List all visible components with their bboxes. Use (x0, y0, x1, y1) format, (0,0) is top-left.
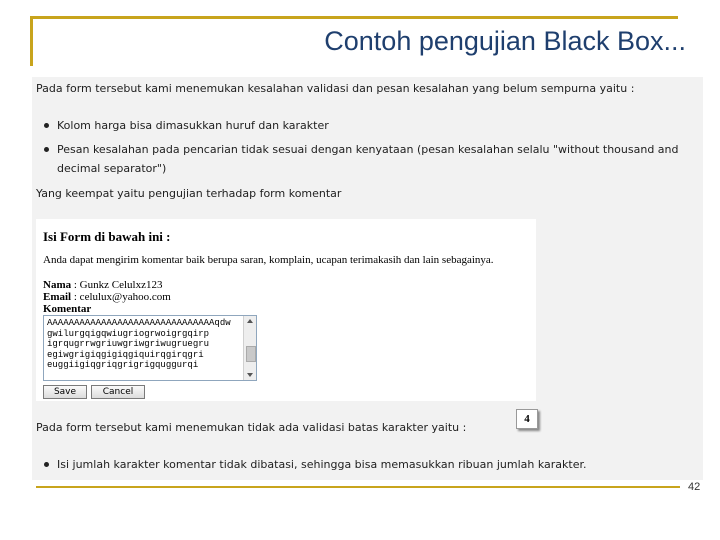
komentar-row (43, 303, 91, 315)
bullet-item: Kolom harga bisa dimasukkan huruf dan karakter (57, 119, 329, 132)
bullet-item: Isi jumlah karakter komentar tidak dibatasi, sehingga bisa memasukkan ribuan jumlah karakter. (57, 458, 587, 471)
step-badge: 4 (516, 409, 538, 429)
nama-row (43, 279, 162, 291)
email-label: Email (43, 291, 72, 303)
page-number: 42 (688, 481, 701, 493)
result-text: Pada form tersebut kami menemukan tidak ada validasi batas karakter yaitu : (36, 421, 467, 434)
scroll-thumb[interactable] (246, 346, 256, 362)
intro-text: Pada form tersebut kami menemukan kesalahan validasi dan pesan kesalahan yang belum sempurna yaitu : (36, 82, 635, 95)
comment-form (36, 219, 536, 401)
textarea-scrollbar[interactable] (243, 316, 256, 380)
scroll-up-icon[interactable] (247, 319, 253, 323)
embedded-screenshot (32, 77, 703, 480)
textarea-line: gwilurgqigqwiugriogrwoigrgqirp (47, 328, 210, 339)
left-border (30, 16, 33, 66)
bullet-marker (44, 123, 49, 128)
textarea-line: euggiigiqgriqgrigrigquggurqi (47, 360, 199, 370)
email-row (43, 291, 171, 303)
save-button[interactable]: Save (43, 385, 87, 399)
top-border (30, 16, 678, 19)
textarea-line: igrqugrrwgriuwgriwgriwugruegru (47, 339, 210, 349)
textarea-line: AAAAAAAAAAAAAAAAAAAAAAAAAAAAAAAqdw (47, 318, 231, 328)
slide-title: Contoh pengujian Black Box... (324, 26, 686, 56)
bullet-marker (44, 147, 49, 152)
scroll-down-icon[interactable] (247, 373, 253, 377)
form-title: Isi Form di bawah ini : (43, 229, 171, 244)
bullet-item-continued: decimal separator") (57, 162, 167, 175)
textarea-line: egiwgrigiqgigiqgiquirqgirqgri (47, 349, 204, 360)
bullet-item: Pesan kesalahan pada pencarian tidak sesuai dengan kenyataan (pesan kesalahan selalu "without thousand and (57, 143, 679, 156)
komentar-textarea[interactable] (43, 315, 257, 381)
nama-value: : Gunkz Celulxz123 (73, 279, 163, 291)
bullet-marker (44, 462, 49, 467)
bottom-border (36, 486, 680, 488)
fourth-test-text: Yang keempat yaitu pengujian terhadap form komentar (36, 187, 342, 200)
textarea-content (47, 318, 237, 371)
cancel-button[interactable]: Cancel (91, 385, 145, 399)
nama-label: Nama (43, 279, 72, 291)
komentar-label: Komentar (43, 303, 92, 315)
form-description: Anda dapat mengirim komentar baik berupa saran, komplain, ucapan terimakasih dan lain sebagainya. (43, 254, 494, 266)
email-value: : celulux@yahoo.com (73, 291, 171, 303)
